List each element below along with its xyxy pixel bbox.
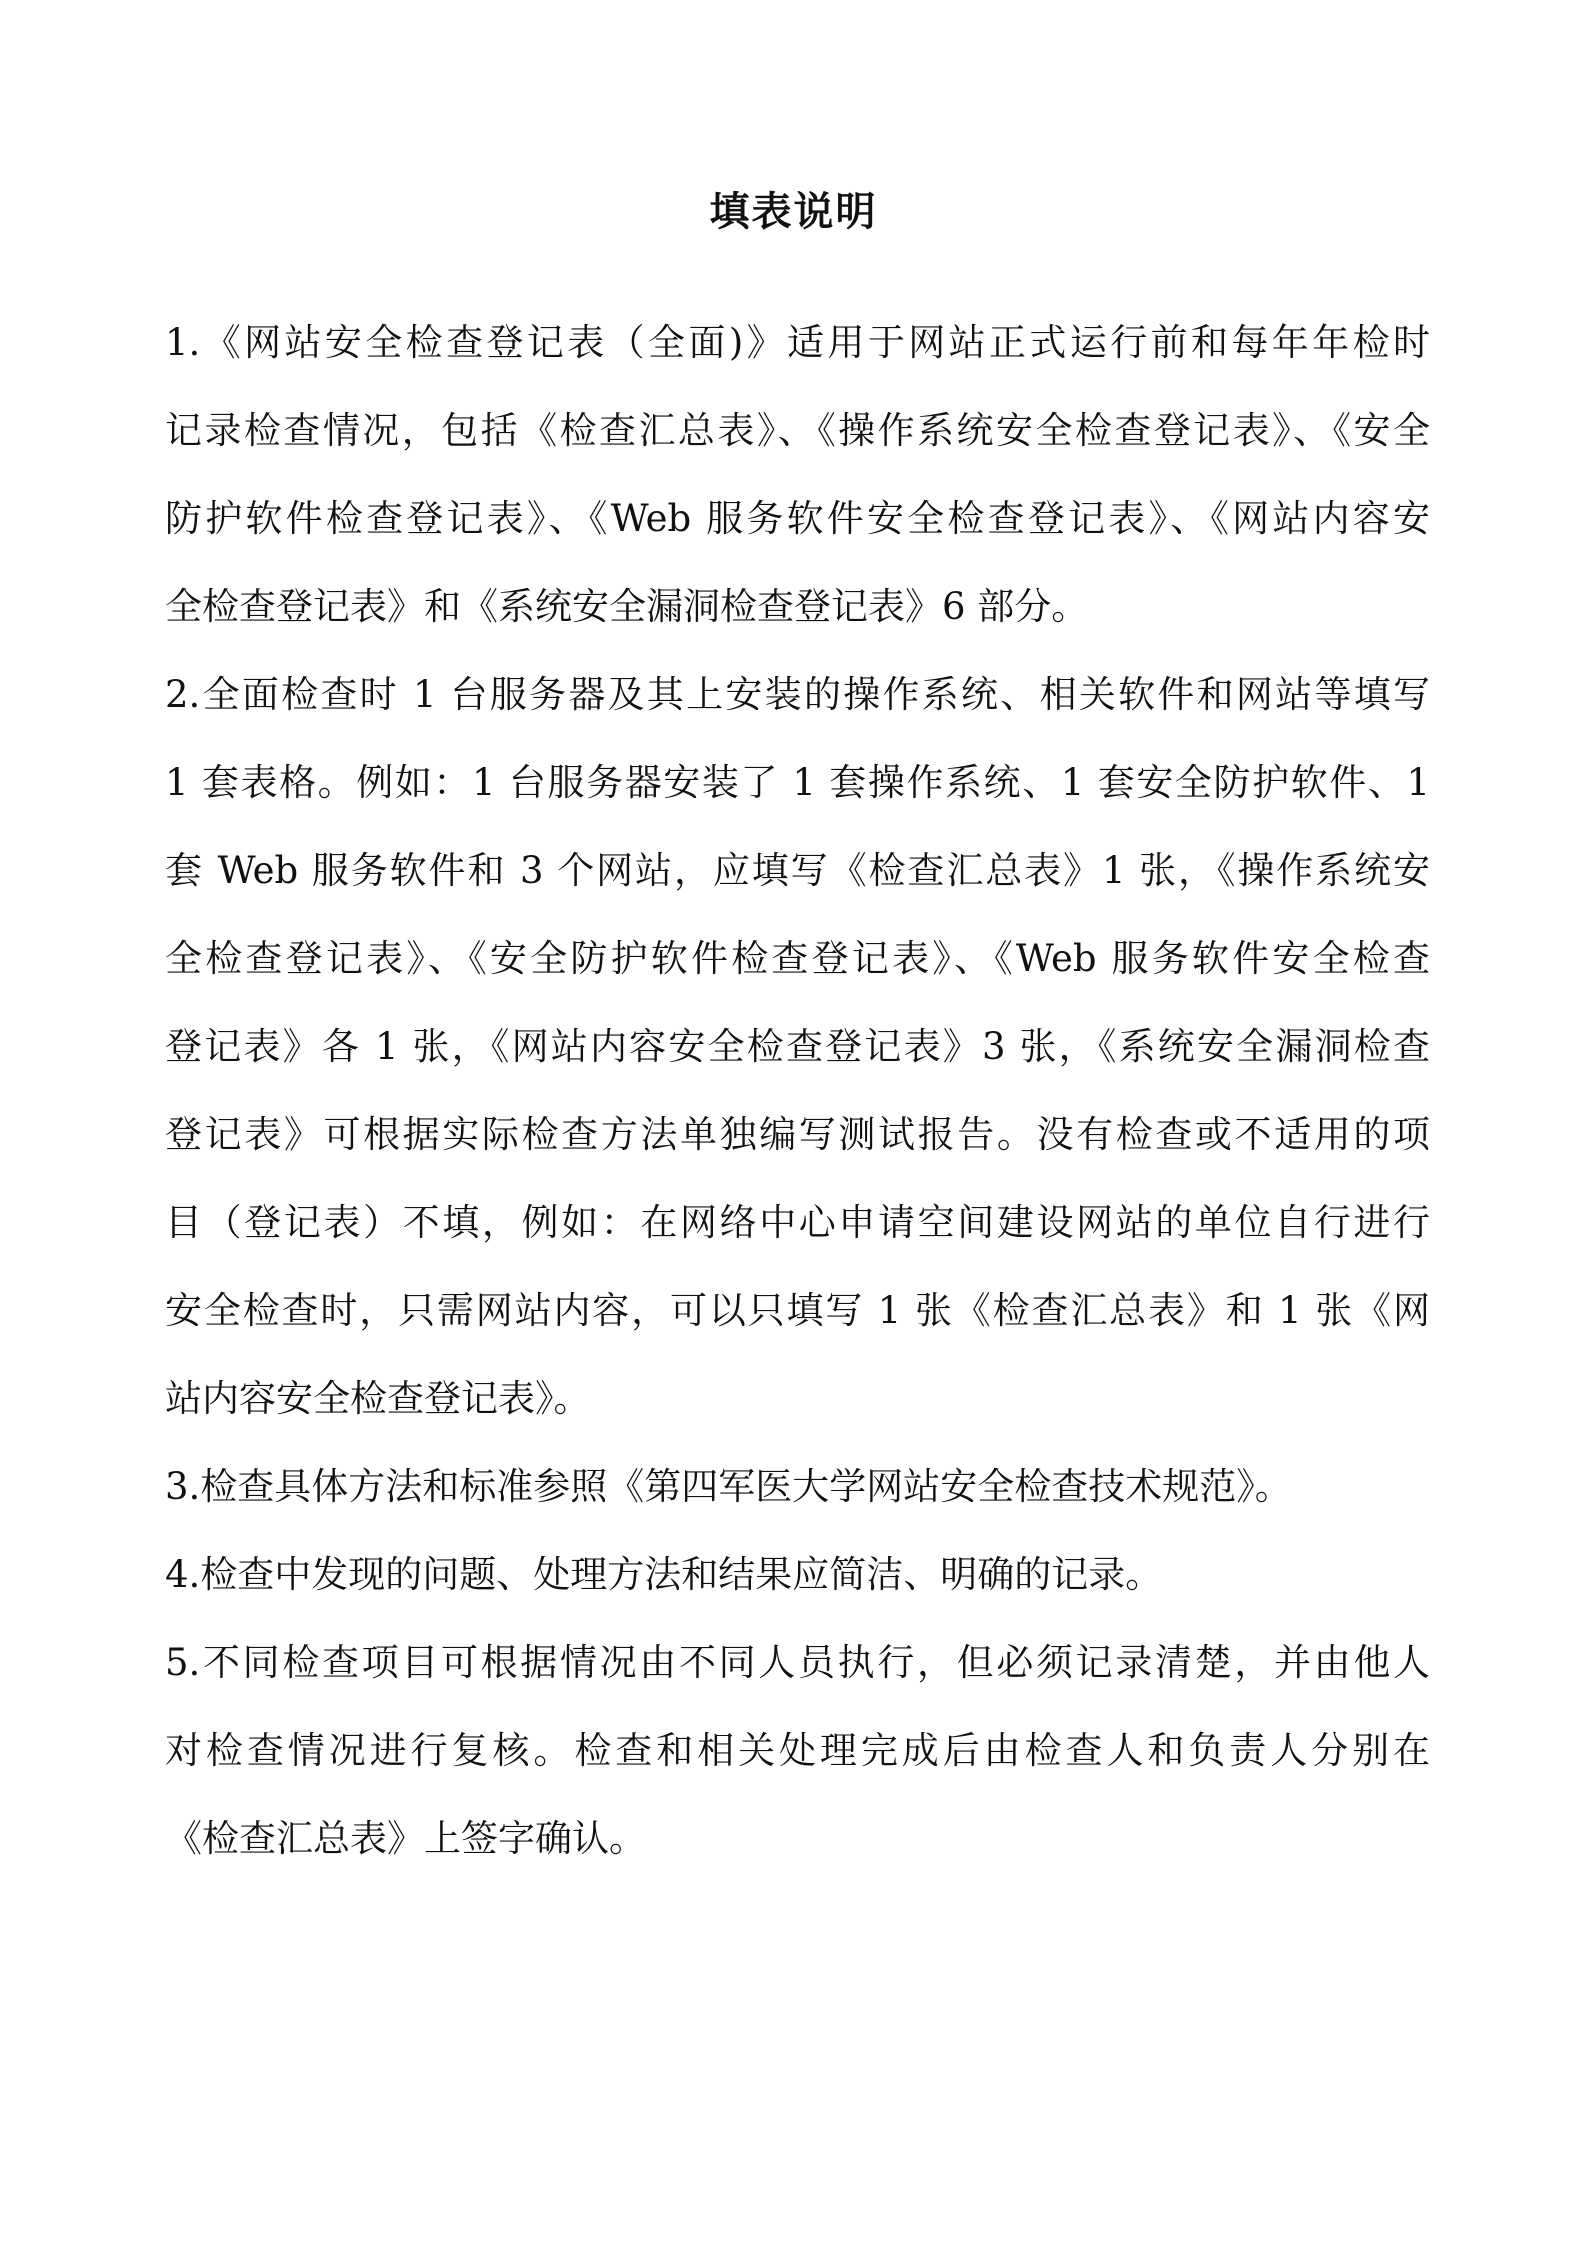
paragraph-line: 3.检查具体方法和标准参照《第四军医大学网站安全检查技术规范》。 [165,1465,1292,1508]
paragraph-line: 登记表》各 1 张，《网站内容安全检查登记表》3 张，《系统安全漏洞检查 [165,1025,1430,1068]
paragraph-line: 对检查情况进行复核。检查和相关处理完成后由检查人和负责人分别在 [165,1729,1430,1772]
paragraph-line: 站内容安全检查登记表》。 [165,1377,591,1420]
paragraph-line: 全检查登记表》、《安全防护软件检查登记表》、《Web 服务软件安全检查 [165,937,1430,980]
instruction-paragraph [165,299,1430,651]
paragraph-line: 4.检查中发现的问题、处理方法和结果应简洁、明确的记录。 [165,1553,1163,1596]
paragraph-line: 1.《网站安全检查登记表（全面)》适用于网站正式运行前和每年年检时 [165,321,1430,364]
paragraph-line: 登记表》可根据实际检查方法单独编写测试报告。没有检查或不适用的项 [165,1113,1430,1156]
instructions-body [165,299,1430,1883]
page-title: 填表说明 [709,188,878,235]
paragraph-line: 2.全面检查时 1 台服务器及其上安装的操作系统、相关软件和网站等填写 [165,673,1430,716]
paragraph-line: 套 Web 服务软件和 3 个网站，应填写《检查汇总表》1 张，《操作系统安 [165,849,1430,892]
paragraph-line: 防护软件检查登记表》、《Web 服务软件安全检查登记表》、《网站内容安 [165,497,1430,540]
paragraph-line: 1 套表格。例如：1 台服务器安装了 1 套操作系统、1 套安全防护软件、1 [165,761,1430,804]
paragraph-line: 《检查汇总表》上签字确认。 [165,1817,646,1860]
paragraph-line: 安全检查时，只需网站内容，可以只填写 1 张《检查汇总表》和 1 张《网 [165,1289,1430,1332]
paragraph-line: 5.不同检查项目可根据情况由不同人员执行，但必须记录清楚，并由他人 [165,1641,1430,1684]
paragraph-line: 记录检查情况，包括《检查汇总表》、《操作系统安全检查登记表》、《安全 [165,409,1430,452]
instruction-paragraph [165,1443,1430,1531]
instruction-paragraph [165,1619,1430,1883]
paragraph-line: 目（登记表）不填，例如：在网络中心申请空间建设网站的单位自行进行 [165,1201,1430,1244]
instruction-paragraph [165,651,1430,1443]
instruction-paragraph [165,1531,1430,1619]
paragraph-line: 全检查登记表》和《系统安全漏洞检查登记表》6 部分。 [165,585,1089,628]
